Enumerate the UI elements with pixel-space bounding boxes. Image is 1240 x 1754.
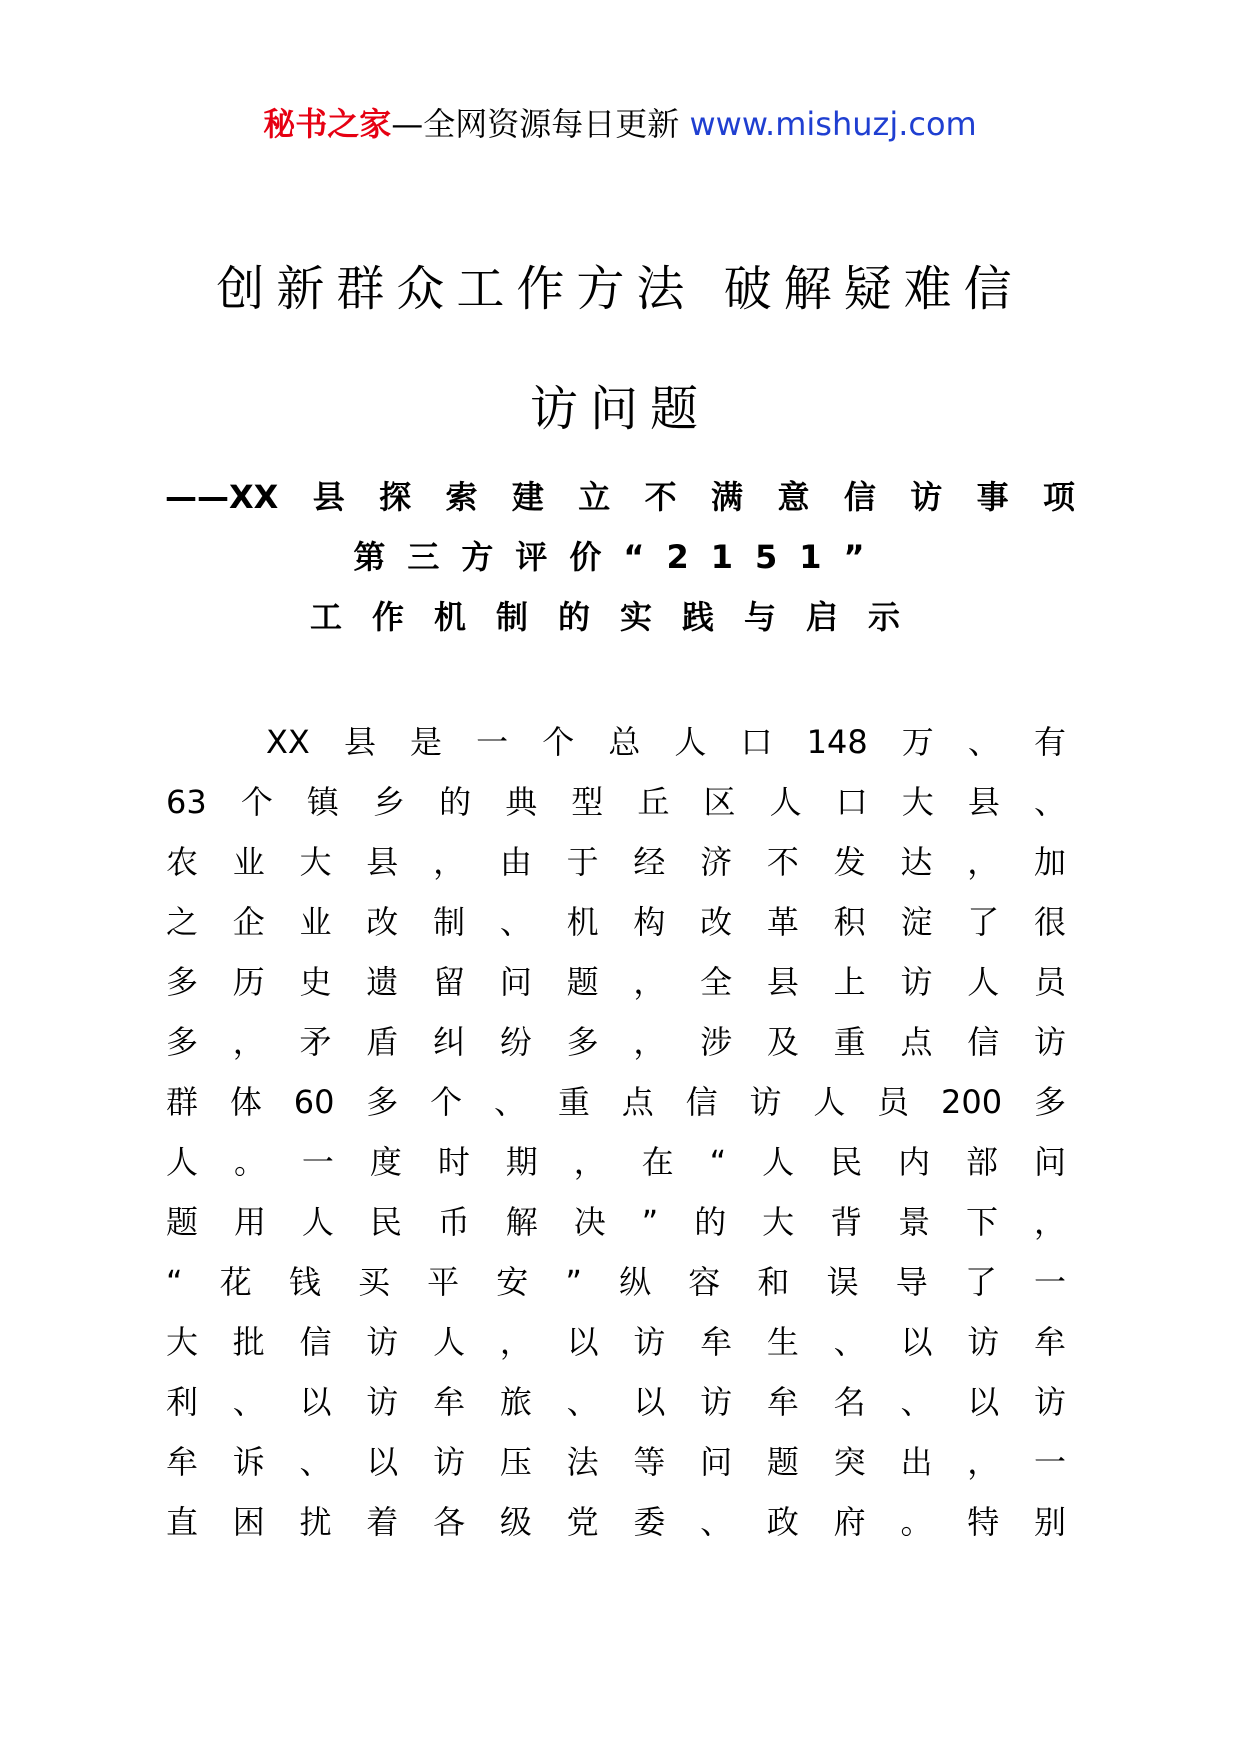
body-line: 之企业改制、机构改革积淀了很 [166,903,1066,941]
body-line: 直困扰着各级党委、政府。特别 [166,1503,1066,1541]
site-url-link[interactable]: www.mishuzj.com [689,105,977,143]
body-line: 题用人民币解决”的大背景下， [166,1203,1066,1241]
document-title-line-2: 访问题 [529,381,710,437]
site-header [0,102,1240,146]
body-paragraph [166,712,1066,1552]
body-line: 63个镇乡的典型丘区人口大县、 [166,783,1066,821]
body-line: 多，矛盾纠纷多，涉及重点信访 [166,1023,1066,1061]
body-line: 大批信访人，以访牟生、以访牟 [166,1323,1066,1361]
site-brand: 秘书之家 [263,105,392,143]
document-subtitle-line-2: 第三方评价“2151” [353,538,887,576]
document-title-line-1: 创新群众工作方法 破解疑难信 [216,261,1024,317]
document-subtitle-line-3: 工作机制的实践与启示 [309,598,930,636]
site-tagline: —全网资源每日更新 [391,105,690,143]
body-line: “花钱买平安”纵容和误导了一 [166,1263,1066,1301]
body-line: 农业大县，由于经济不发达，加 [166,843,1066,881]
body-line: 群体60多个、重点信访人员200多 [166,1083,1066,1121]
body-line: 多历史遗留问题，全县上访人员 [166,963,1066,1001]
document-subtitle-line-1: ——XX县探索建立不满意信访事项 [165,478,1075,516]
body-line: 人。一度时期，在“人民内部问 [166,1143,1066,1181]
body-line: 利、以访牟旅、以访牟名、以访 [166,1383,1066,1421]
body-line: 牟诉、以访压法等问题突出，一 [166,1443,1066,1481]
body-line: XX县是一个总人口148万、有 [266,723,1066,761]
